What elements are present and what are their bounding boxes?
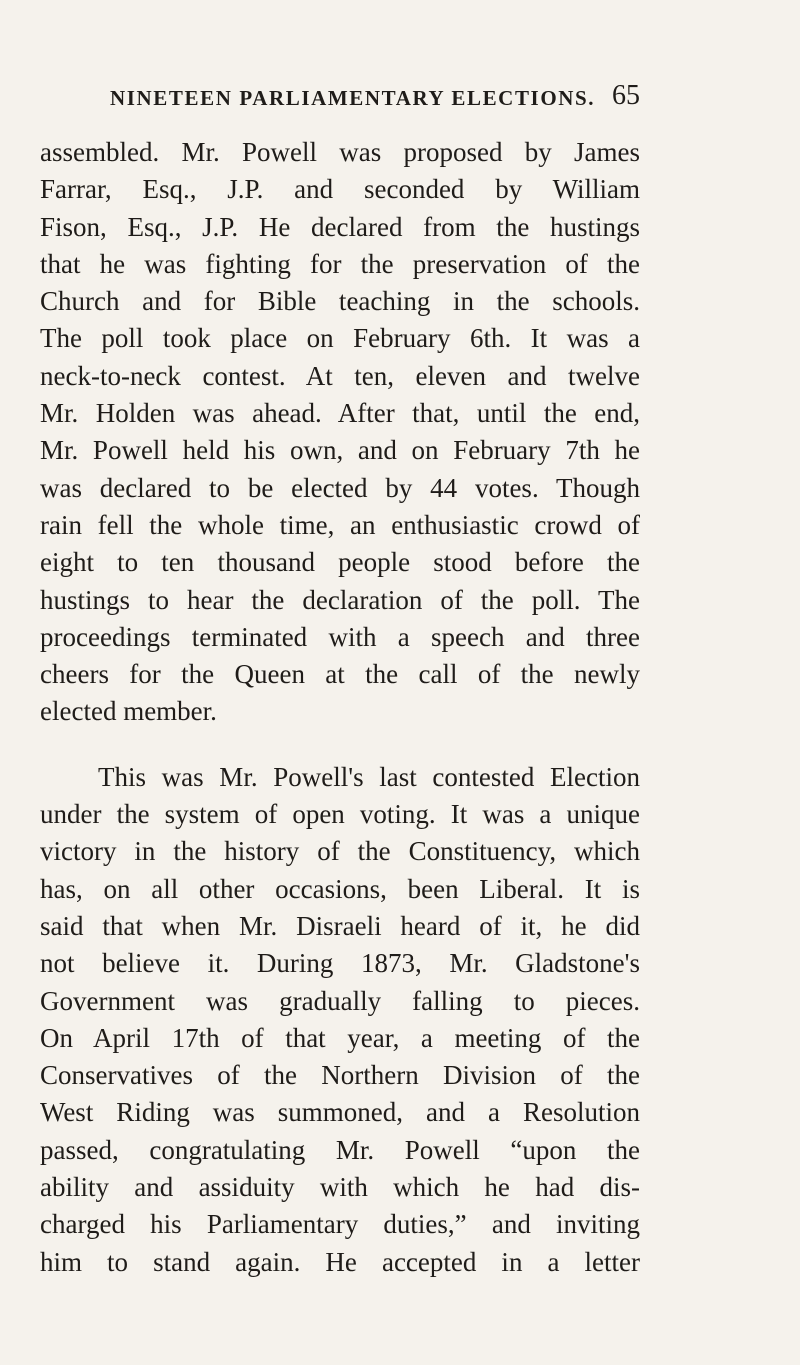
text-line: hustings to hear the declaration of the poll. The (40, 584, 640, 615)
paragraph (40, 134, 640, 731)
text-line: elected member. (40, 696, 217, 727)
body-text (40, 134, 640, 1281)
text-line: eight to ten thousand people stood before the (40, 547, 640, 578)
text-line: On April 17th of that year, a meeting of the (40, 1022, 640, 1053)
text-line: him to stand again. He accepted in a letter (40, 1246, 640, 1277)
text-line: not believe it. During 1873, Mr. Gladstone's (40, 948, 640, 979)
text-line: West Riding was summoned, and a Resolution (40, 1097, 640, 1128)
text-line: has, on all other occasions, been Liberal. It is (40, 873, 640, 904)
text-line: rain fell the whole time, an enthusiastic crowd of (40, 509, 640, 540)
paragraph (40, 759, 640, 1281)
running-head (110, 80, 640, 114)
text-line: Mr. Holden was ahead. After that, until the end, (40, 398, 640, 429)
text-line: Farrar, Esq., J.P. and seconded by William (40, 174, 640, 205)
text-line: ability and assiduity with which he had dis- (40, 1172, 640, 1203)
text-line: said that when Mr. Disraeli heard of it, he did (40, 910, 640, 941)
text-line: Government was gradually falling to pieces. (40, 985, 640, 1016)
running-title: NINETEEN PARLIAMENTARY ELECTIONS. (110, 86, 596, 110)
paragraph-gap (40, 731, 640, 759)
page-number: 65 (612, 80, 640, 111)
text-line: proceedings terminated with a speech and three (40, 621, 640, 652)
text-line: Church and for Bible teaching in the schools. (40, 286, 640, 317)
text-line: victory in the history of the Constituency, which (40, 836, 640, 867)
text-line: Conservatives of the Northern Division of the (40, 1060, 640, 1091)
text-line: cheers for the Queen at the call of the newly (40, 659, 640, 690)
text-line: under the system of open voting. It was a unique (40, 799, 640, 830)
text-line: assembled. Mr. Powell was proposed by James (40, 137, 640, 167)
text-line: Mr. Powell held his own, and on February 7th he (40, 435, 640, 466)
text-line: was declared to be elected by 44 votes. Though (40, 472, 640, 503)
text-line: passed, congratulating Mr. Powell “upon the (40, 1134, 640, 1165)
text-line: charged his Parliamentary duties,” and inviting (40, 1209, 640, 1240)
text-line: The poll took place on February 6th. It was a (40, 323, 640, 354)
text-line: that he was fighting for the preservation of the (40, 248, 640, 279)
text-line: This was Mr. Powell's last contested Election (98, 761, 640, 792)
text-line: neck-to-neck contest. At ten, eleven and twelve (40, 360, 640, 391)
text-line: Fison, Esq., J.P. He declared from the hustings (40, 211, 640, 242)
